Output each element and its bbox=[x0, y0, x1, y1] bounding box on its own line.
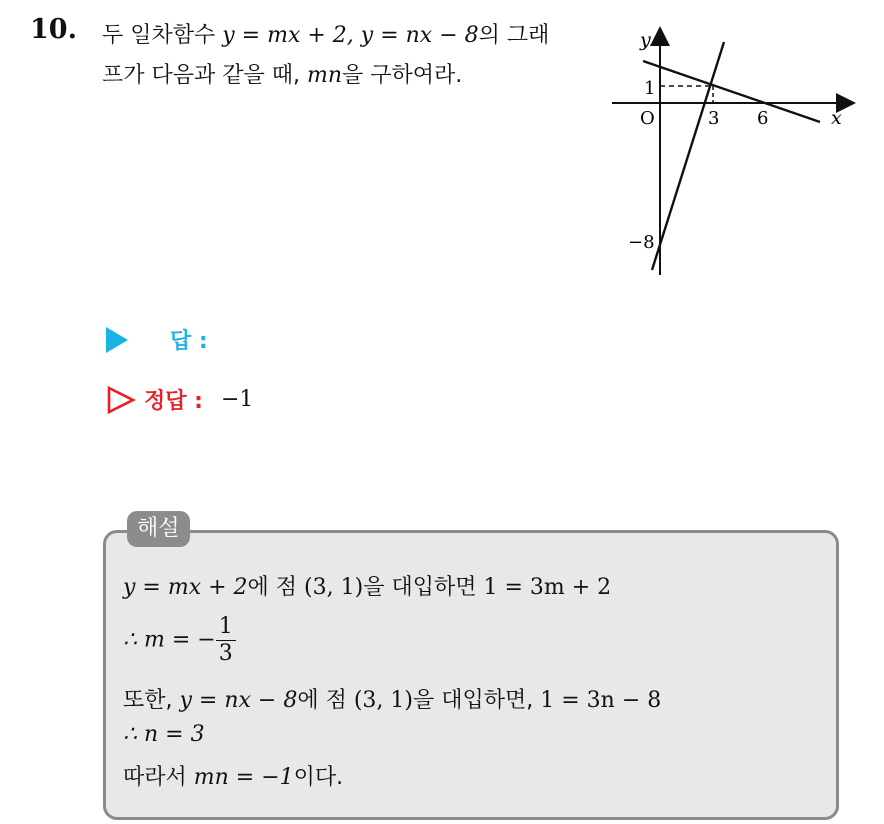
tick-label-1: 1 bbox=[644, 78, 656, 99]
solution-line-1 bbox=[123, 570, 611, 601]
question-text-line-1 bbox=[102, 18, 549, 49]
fraction-denominator: 3 bbox=[218, 641, 233, 666]
solution-tab: 해설 bbox=[127, 511, 190, 547]
solution-line-5 bbox=[123, 760, 343, 791]
outline-triangle-icon bbox=[106, 385, 136, 415]
solution-text-5b: 이다. bbox=[293, 765, 344, 790]
tick-label-3: 3 bbox=[708, 108, 720, 129]
question-mn: mn bbox=[306, 63, 343, 88]
solution-line-2 bbox=[123, 614, 236, 667]
question-equation-1: y = mx + 2, bbox=[222, 23, 361, 48]
question-number: 10. bbox=[30, 14, 77, 45]
question-text-2a: 프가 다음과 같을 때, bbox=[102, 63, 307, 88]
origin-label: O bbox=[640, 108, 655, 129]
solution-line-3 bbox=[123, 683, 661, 714]
question-equation-2: y = nx − 8 bbox=[360, 23, 479, 48]
solution-eq-1: y = mx + 2 bbox=[123, 575, 248, 600]
play-triangle-icon bbox=[106, 327, 128, 353]
solution-result-3: 1 = 3n − 8 bbox=[540, 688, 662, 713]
fraction-numerator: 1 bbox=[216, 614, 236, 641]
solution-n-value: ∴ n = 3 bbox=[123, 722, 205, 747]
question-text-2b: 을 구하여라. bbox=[342, 63, 463, 88]
correct-answer-value: −1 bbox=[220, 387, 254, 412]
correct-answer-row bbox=[106, 384, 253, 415]
y-axis-label: y bbox=[640, 29, 651, 51]
solution-eq-3: y = nx − 8 bbox=[179, 688, 298, 713]
solution-point-3: (3, 1) bbox=[353, 688, 413, 713]
x-axis-label: x bbox=[831, 107, 842, 129]
question-text-1a: 두 일차함수 bbox=[102, 23, 223, 48]
solution-text-1a: 에 점 bbox=[247, 575, 305, 600]
tick-label-6: 6 bbox=[757, 108, 769, 129]
solution-m-value: ∴ m = − bbox=[123, 627, 216, 653]
question-text-1b: 의 그래 bbox=[478, 23, 550, 48]
solution-text-3a: 또한, bbox=[123, 688, 180, 713]
correct-answer-label: 정답 : bbox=[144, 389, 203, 414]
solution-result-1: 1 = 3m + 2 bbox=[483, 575, 612, 600]
fraction-one-third bbox=[216, 614, 236, 667]
solution-line-4 bbox=[123, 722, 205, 747]
solution-text-3b: 에 점 bbox=[297, 688, 354, 713]
solution-text-1b: 을 대입하면 bbox=[363, 575, 484, 600]
solution-point-1: (3, 1) bbox=[304, 575, 364, 600]
solution-text-3c: 을 대입하면, bbox=[413, 688, 541, 713]
solution-text-5a: 따라서 bbox=[123, 765, 194, 790]
answer-label: 답 : bbox=[170, 329, 208, 354]
question-text-line-2 bbox=[102, 58, 462, 89]
answer-row bbox=[106, 324, 208, 355]
function-graph bbox=[600, 22, 860, 282]
tick-label-neg8: −8 bbox=[628, 232, 655, 253]
line-y-mx-plus-2 bbox=[643, 61, 820, 122]
solution-eq-5: mn = −1 bbox=[193, 765, 294, 790]
